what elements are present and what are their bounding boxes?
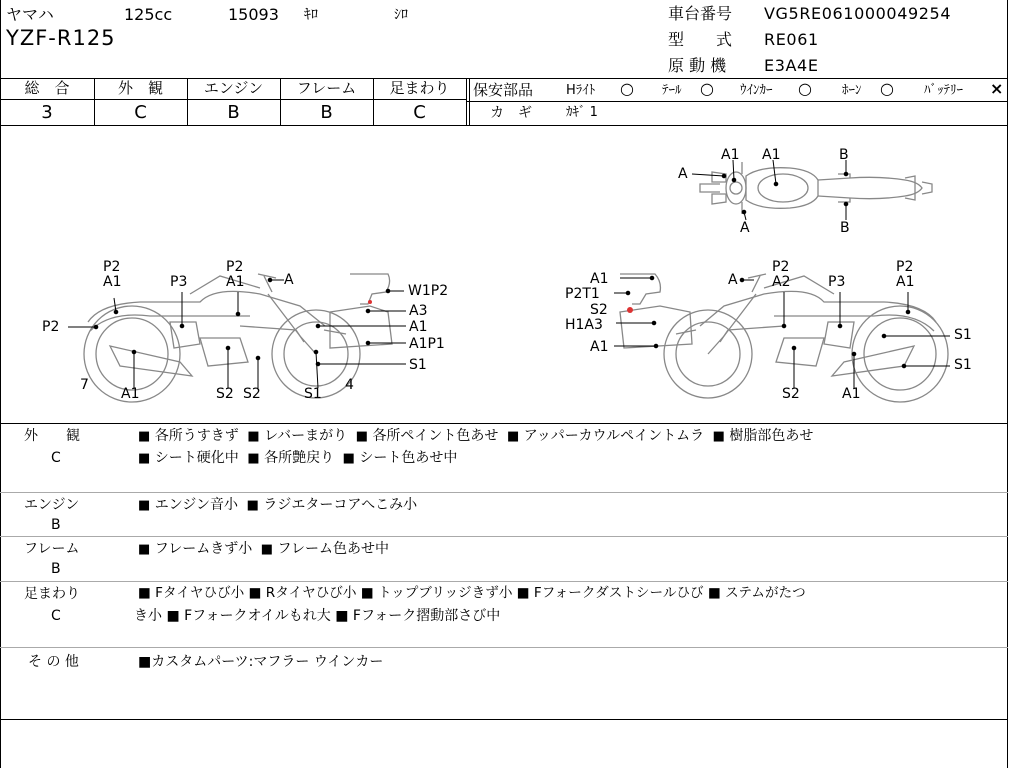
model-name: YZF-R125 — [6, 26, 116, 50]
grade-value-frame: B — [320, 102, 333, 123]
engine-label: 原 動 機 — [668, 56, 727, 75]
damage-label: B — [839, 147, 849, 163]
damage-label: S1 — [409, 357, 427, 373]
remarks-divider — [0, 581, 1008, 582]
damage-label: A1 — [721, 147, 740, 163]
safety-divider — [466, 101, 1008, 102]
color: ｼﾛ — [394, 7, 408, 23]
bike-top-view — [700, 162, 932, 214]
safety-item-tail: ﾃｰﾙ — [662, 83, 682, 98]
remarks-divider — [0, 536, 1008, 537]
damage-label: P2 — [226, 259, 244, 275]
damage-label: A — [728, 272, 738, 288]
safety-mark-horn: ○ — [880, 79, 894, 98]
remark-grade-engine: B — [51, 517, 61, 533]
grade-col-sep — [466, 78, 467, 126]
damage-label: A1 — [896, 274, 915, 290]
maker: ヤマハ — [6, 5, 54, 24]
grade-header-exterior: 外 観 — [117, 79, 163, 97]
bike-diagram — [0, 126, 1008, 423]
safety-mark-winker: ○ — [798, 79, 812, 98]
safety-mark-headlight: ○ — [620, 79, 634, 98]
grade-header-suspension: 足まわり — [389, 79, 450, 97]
safety-mark-battery: × — [990, 79, 1004, 98]
remark-label-suspension: 足まわり — [24, 586, 80, 602]
damage-label: P2 — [42, 319, 60, 335]
remark-label-engine: エンジン — [24, 497, 80, 513]
safety-label: 保安部品 — [473, 81, 534, 99]
damage-label: A2 — [772, 274, 791, 290]
damage-label: B — [840, 220, 850, 236]
safety-item-battery: ﾊﾞｯﾃﾘｰ — [924, 83, 963, 98]
damage-label: A1 — [226, 274, 245, 290]
damage-label: W1P2 — [408, 283, 449, 299]
safety-mark-tail: ○ — [700, 79, 714, 98]
remark-label-exterior: 外 観 — [24, 428, 80, 444]
damage-label: A1 — [121, 386, 140, 402]
key-value: ｶｷﾞ 1 — [566, 105, 598, 120]
damage-label: S1 — [954, 327, 972, 343]
remark-label-other: そ の 他 — [28, 654, 79, 670]
remarks-divider — [0, 647, 1008, 648]
damage-label: A1 — [842, 386, 861, 402]
grade-header-frame: フレーム — [296, 79, 357, 97]
damage-label: A1 — [590, 339, 609, 355]
damage-label: P2 — [772, 259, 790, 275]
damage-label: P2 — [896, 259, 914, 275]
grade-header-total: 総 合 — [24, 79, 70, 97]
damage-label: P3 — [828, 274, 846, 290]
grade-value-suspension: C — [413, 102, 426, 123]
damage-label: S2 — [243, 386, 261, 402]
damage-label: A1 — [103, 274, 122, 290]
remark-line-suspension-1: ■ Fタイヤひび小 ■ Rタイヤひび小 ■ トップブリッジきず小 ■ Fフォークダストシールひび ■ ステムがたつ — [138, 585, 806, 601]
safety-item-winker: ｳｲﾝｶｰ — [740, 83, 773, 98]
grade-value-total: 3 — [41, 102, 53, 123]
mileage: 15093 — [228, 5, 279, 24]
mileage-unit: ｷﾛ — [304, 7, 318, 23]
grade-header-divider — [0, 99, 466, 100]
damage-label: P2 — [103, 259, 121, 275]
damage-label: A1 — [762, 147, 781, 163]
remark-line-engine: ■ エンジン音小 ■ ラジエターコアへこみ小 — [138, 497, 418, 513]
damage-label: H1A3 — [565, 317, 603, 333]
damage-label: A — [740, 220, 750, 236]
damage-label: 7 — [80, 377, 89, 393]
grade-value-exterior: C — [134, 102, 147, 123]
type-label: 型 式 — [668, 30, 733, 49]
grade-col-sep — [469, 78, 470, 126]
remark-grade-exterior: C — [51, 450, 61, 466]
remarks-divider — [0, 719, 1008, 720]
damage-label: A3 — [409, 303, 428, 319]
diagram-bottom — [0, 423, 1008, 424]
remarks-divider — [0, 492, 1008, 493]
key-label: カ ギ — [490, 105, 532, 121]
remark-label-frame: フレーム — [24, 541, 80, 557]
type-value: RE061 — [764, 30, 819, 49]
damage-label: A1 — [590, 271, 609, 287]
damage-label: A — [284, 272, 294, 288]
damage-label: S2 — [590, 302, 608, 318]
chassis-label: 車台番号 — [668, 4, 733, 23]
damage-label: P2T1 — [565, 286, 600, 302]
damage-label: S2 — [782, 386, 800, 402]
displacement: 125cc — [124, 5, 173, 24]
engine-value: E3A4E — [764, 56, 819, 75]
remark-grade-suspension: C — [51, 608, 61, 624]
remark-line-suspension-2: き小 ■ Fフォークオイルもれ大 ■ Fフォーク摺動部さび中 — [134, 608, 501, 624]
safety-item-headlight: Hﾗｲﾄ — [566, 83, 596, 98]
chassis-value: VG5RE061000049254 — [764, 4, 952, 23]
remark-line-other: ■カスタムパーツ:マフラー ウインカー — [138, 654, 384, 670]
remark-line-exterior-2: ■ シート硬化中 ■ 各所艶戻り ■ シート色あせ中 — [138, 450, 458, 466]
damage-label: 4 — [345, 377, 354, 393]
damage-label: A — [678, 166, 688, 182]
grade-value-engine: B — [227, 102, 240, 123]
damage-label: S2 — [216, 386, 234, 402]
safety-item-horn: ﾎｰﾝ — [842, 83, 862, 98]
remark-line-frame: ■ フレームきず小 ■ フレーム色あせ中 — [138, 541, 389, 557]
damage-label: S1 — [304, 386, 322, 402]
damage-label: P3 — [170, 274, 188, 290]
damage-label: A1P1 — [409, 336, 445, 352]
grade-header-engine: エンジン — [203, 79, 264, 97]
remark-grade-frame: B — [51, 561, 61, 577]
damage-label: S1 — [954, 357, 972, 373]
remark-line-exterior-1: ■ 各所うすきず ■ レバーまがり ■ 各所ペイント色あせ ■ アッパーカウルペイントムラ ■ 樹脂部色あせ — [138, 428, 814, 444]
damage-label: A1 — [409, 319, 428, 335]
